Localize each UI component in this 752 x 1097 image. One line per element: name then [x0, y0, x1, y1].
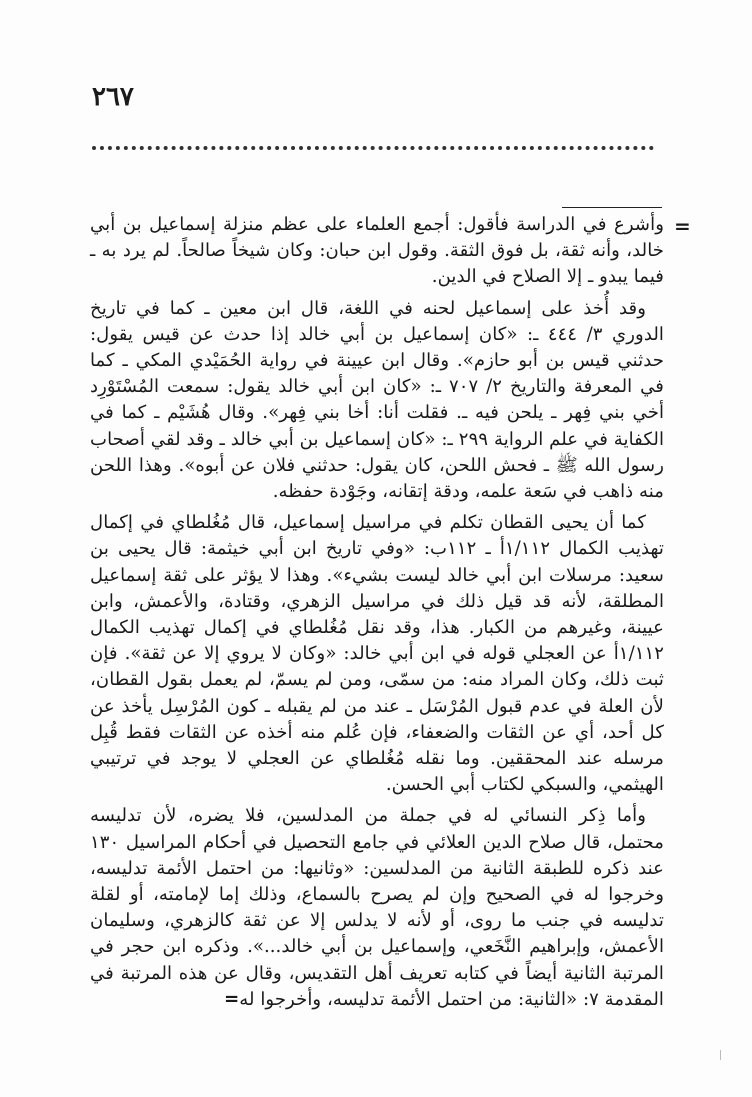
- paragraph-2: وقد أُخذ على إسماعيل لحنه في اللغة، قال ابن معين ـ كما في تاريخ الدوري ٣/ ٤٤٤ ـ: «كان إسماعيل بن أبي خالد إذا حدث عن قيس يقول: حدثني قيس بن أبو حازم». وقال ابن عيينة في رواية الحُمَيْدي المكي ـ كما في المعرفة والتاريخ ٢/ ٧٠٧ ـ: «كان ابن أبي خالد يقول: سمعت المُسْتَوْرِد أخي بني فِهر ـ يلحن فيه ـ. فقلت أنا: أخا بني فِهر». وقال هُشَيْم ـ كما في الكفاية في علم الرواية ٢٩٩ ـ: «كان إسماعيل بن أبي خالد ـ وقد لقي أصحاب رسول الله ﷺ ـ فحش اللحن، كان يقول: حدثني فلان عن أبوه». وهذا اللحن منه ذاهب في سَعة علمه، ودقة إتقانه، وجَوْدة حفظه.: [90, 297, 665, 503]
- page-corner-mark: [712, 1050, 721, 1060]
- footnote-continuation-marker-top: =: [674, 214, 691, 238]
- dotted-separator: [92, 146, 654, 150]
- paragraph-1: وأشرع في الدراسة فأقول: أجمع العلماء على عظم منزلة إسماعيل بن أبي خالد، وأنه ثقة، بل فوق الثقة. وقول ابن حبان: وكان شيخاً صالحاً. لم يرد به ـ فيما يبدو ـ إلا الصلاح في الدين.: [90, 214, 664, 288]
- footnote-separator-line: [562, 207, 662, 208]
- page-number: ٢٦٧: [92, 82, 134, 112]
- footnote-text: [90, 212, 664, 1013]
- paragraph-4: [90, 803, 664, 1013]
- footnote-continuation-marker-bottom: =: [224, 988, 240, 1010]
- paragraph-3: كما أن يحيى القطان تكلم في مراسيل إسماعيل، قال مُغُلطاي في إكمال تهذيب الكمال ١/١١٢أ ـ ١١٢ب: «وفي تاريخ ابن أبي خيثمة: قال يحيى بن سعيد: مرسلات ابن أبي خالد ليست بشيء». وهذا لا يؤثر على ثقة إسماعيل المطلقة، لأنه قد قيل ذلك في مراسيل الزهري، وقتادة، والأعمش، وابن عيينة، وغيرهم من الكبار. هذا، وقد نقل مُغُلطاي في إكمال تهذيب الكمال ١/١١٢أ عن العجلي قوله في ابن أبي خالد: «وكان لا يروي إلا عن ثقة». فإن ثبت ذلك، وكان المراد منه: من سمّى، ومن لم يسمّ، لم يعمل بقول القطان، لأن العلة في عدم قبول المُرْسَل ـ عند من لم يقبله ـ كون المُرْسِل يأخذ عن كل أحد، أي عن الثقات والضعفاء، فإن عُلم منه أخذه عن الثقات فقط قُبِل مرسله عند المحققين. وما نقله مُغُلطاي عن العجلي لا يوجد في ترتيبي الهيثمي، والسبكي لكتاب أبي الحسن.: [90, 512, 664, 796]
- paragraph-4-text: وأما ذِكر النسائي له في جملة من المدلسين، فلا يضره، لأن تدليسه محتمل، قال صلاح الدين العلائي في جامع التحصيل في أحكام المراسيل ١٣٠ عند ذكره للطبقة الثانية من المدلسين: «وثانيها: من احتمل الأئمة تدليسه، وخرجوا له في الصحيح وإن لم يصرح بالسماع، وذلك إما لإمامته، أو لقلة تدليسه في جنب ما روى، أو لأنه لا يدلس إلا عن ثقة كالزهري، وسليمان الأعمش، وإبراهيم النَّخَعي، وإسماعيل بن أبي خالد...». وذكره ابن حجر في المرتبة الثانية أيضاً في كتابه تعريف أهل التقديس، وقال عن هذه المرتبة في المقدمة ٧: «الثانية: من احتمل الأئمة تدليسه، وأخرجوا له: [90, 805, 664, 1010]
